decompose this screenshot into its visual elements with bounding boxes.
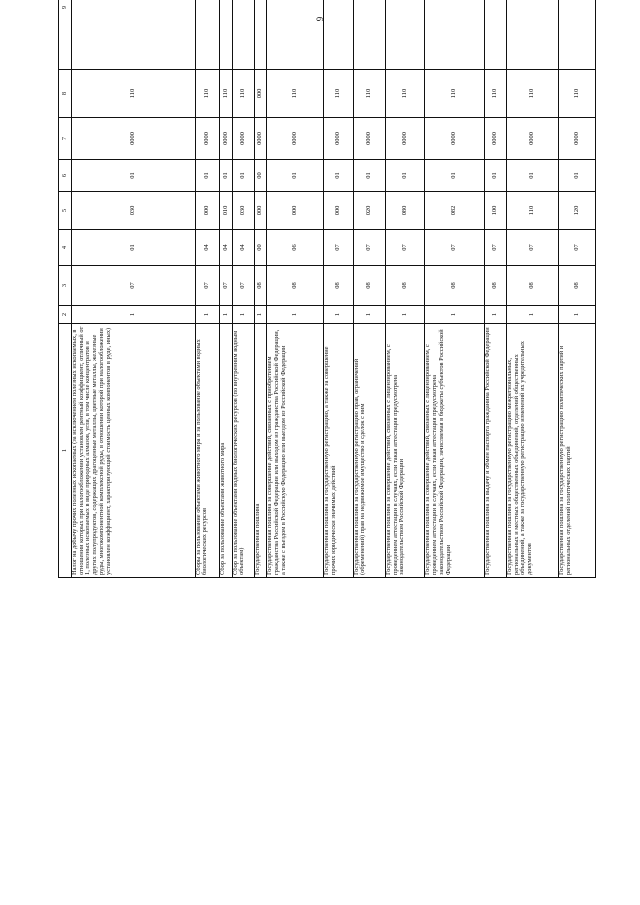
row-value-cell: 08 bbox=[506, 266, 558, 306]
col-header: 8 bbox=[59, 70, 72, 118]
row-value-cell bbox=[72, 0, 196, 70]
row-value-cell: 082 bbox=[425, 192, 484, 230]
row-value-cell: 01 bbox=[72, 160, 196, 192]
row-value-cell: 1 bbox=[254, 306, 266, 324]
row-value-cell bbox=[195, 0, 220, 70]
row-value-cell bbox=[220, 0, 232, 70]
row-name-cell: Сборы за пользование объектами животного мира и за пользование объектами водных биологических ресурсов bbox=[195, 324, 220, 578]
row-value-cell bbox=[353, 0, 385, 70]
row-value-cell: 07 bbox=[195, 266, 220, 306]
row-value-cell: 01 bbox=[267, 160, 324, 192]
row-value-cell: 0000 bbox=[324, 118, 354, 160]
row-value-cell: 0000 bbox=[506, 118, 558, 160]
row-value-cell: 120 bbox=[558, 192, 595, 230]
row-value-cell: 1 bbox=[220, 306, 232, 324]
table-row bbox=[506, 0, 558, 578]
row-value-cell: 1 bbox=[506, 306, 558, 324]
row-value-cell: 07 bbox=[353, 230, 385, 266]
row-value-cell: 000 bbox=[254, 192, 266, 230]
row-value-cell: 110 bbox=[324, 70, 354, 118]
row-value-cell: 080 bbox=[385, 192, 425, 230]
table-row bbox=[72, 0, 196, 578]
row-value-cell: 1 bbox=[72, 306, 196, 324]
row-value-cell: 030 bbox=[232, 192, 254, 230]
col-header: 5 bbox=[59, 192, 72, 230]
row-value-cell: 0000 bbox=[267, 118, 324, 160]
row-value-cell: 1 bbox=[558, 306, 595, 324]
row-value-cell: 1 bbox=[385, 306, 425, 324]
row-value-cell: 07 bbox=[232, 266, 254, 306]
table-row bbox=[254, 0, 266, 578]
col-header: 3 bbox=[59, 266, 72, 306]
table-row bbox=[385, 0, 425, 578]
row-value-cell: 07 bbox=[385, 230, 425, 266]
row-value-cell: 1 bbox=[324, 306, 354, 324]
row-value-cell: 07 bbox=[506, 230, 558, 266]
row-value-cell: 08 bbox=[484, 266, 506, 306]
row-value-cell: 08 bbox=[385, 266, 425, 306]
row-value-cell bbox=[324, 0, 354, 70]
row-value-cell: 1 bbox=[425, 306, 484, 324]
row-value-cell bbox=[558, 0, 595, 70]
row-value-cell: 110 bbox=[232, 70, 254, 118]
header-row bbox=[59, 0, 72, 578]
row-value-cell: 110 bbox=[506, 192, 558, 230]
row-value-cell: 01 bbox=[220, 160, 232, 192]
row-value-cell: 0000 bbox=[558, 118, 595, 160]
row-value-cell: 000 bbox=[267, 192, 324, 230]
row-value-cell: 1 bbox=[232, 306, 254, 324]
row-value-cell: 110 bbox=[353, 70, 385, 118]
row-value-cell: 06 bbox=[267, 230, 324, 266]
row-value-cell: 01 bbox=[506, 160, 558, 192]
row-value-cell: 01 bbox=[558, 160, 595, 192]
revenue-table bbox=[58, 0, 596, 578]
col-header: 9 bbox=[59, 0, 72, 70]
row-name-cell: Налог на добычу прочих полезных ископаемых (за исключением полезных ископаемых, в отношении которых при налогообложении установлен рентный коэффициент, отличный от 1, полезных ископаемых в виде природных алмазов, угля, в том числе концентратов и других полупродуктов, содержащих драгоценные металлы, цветные металлы, железные руды, многокомпонентной комплексной руды, в отношении которой при налогообложении установлен коэффициент, характеризующий стоимость ценных компонентов в руде, иных) bbox=[72, 324, 196, 578]
row-value-cell: 110 bbox=[267, 70, 324, 118]
table-row bbox=[558, 0, 595, 578]
row-name-cell: Государственная пошлина за совершение действий, связанных с лицензированием, с проведением аттестации в случаях, если такая аттестация предусмотрена законодательством Российской Федерации bbox=[385, 324, 425, 578]
row-value-cell: 030 bbox=[72, 192, 196, 230]
row-value-cell: 0000 bbox=[72, 118, 196, 160]
row-value-cell: 01 bbox=[425, 160, 484, 192]
row-value-cell bbox=[385, 0, 425, 70]
table-container bbox=[58, 0, 596, 578]
row-name-cell: Государственная пошлина за совершение действий, связанных с лицензированием, с проведением аттестации в случаях, если такая аттестация предусмотрена законодательством Российской Федерации, зачисляемая в бюджеты субъектов Российской Федерации bbox=[425, 324, 484, 578]
row-value-cell: 08 bbox=[324, 266, 354, 306]
row-value-cell: 07 bbox=[220, 266, 232, 306]
page-number: 9 bbox=[315, 16, 325, 22]
row-value-cell: 01 bbox=[232, 160, 254, 192]
row-value-cell: 110 bbox=[484, 70, 506, 118]
row-value-cell: 000 bbox=[195, 192, 220, 230]
row-value-cell: 01 bbox=[353, 160, 385, 192]
row-value-cell: 100 bbox=[484, 192, 506, 230]
row-value-cell: 08 bbox=[353, 266, 385, 306]
row-value-cell: 07 bbox=[72, 266, 196, 306]
row-value-cell: 0000 bbox=[385, 118, 425, 160]
row-value-cell: 07 bbox=[558, 230, 595, 266]
row-value-cell bbox=[484, 0, 506, 70]
row-value-cell: 08 bbox=[254, 266, 266, 306]
row-name-cell: Государственная пошлина за совершение действий, связанных с приобретением гражданства Российской Федерации или выходом из гражданства Российской Федерации, а также с въездом в Российскую Федерацию или выездом из Российской Федерации bbox=[267, 324, 324, 578]
row-value-cell: 01 bbox=[484, 160, 506, 192]
row-value-cell: 07 bbox=[484, 230, 506, 266]
row-value-cell: 0000 bbox=[484, 118, 506, 160]
row-value-cell: 08 bbox=[558, 266, 595, 306]
row-name-cell: Государственная пошлина за государственную регистрацию межрегиональных, региональных и местных общественных объединений, отделений общественных объединений, а также за государственную регистрацию изменений их учредительных документов bbox=[506, 324, 558, 578]
row-value-cell: 110 bbox=[195, 70, 220, 118]
row-value-cell: 01 bbox=[72, 230, 196, 266]
row-value-cell: 020 bbox=[353, 192, 385, 230]
row-name-cell: Государственная пошлина за государственную регистрацию прав, ограничений (обременений) прав на недвижимое имущество и сделок с ним bbox=[353, 324, 385, 578]
row-value-cell bbox=[506, 0, 558, 70]
row-value-cell: 07 bbox=[425, 230, 484, 266]
row-value-cell: 0000 bbox=[254, 118, 266, 160]
row-name-cell: Государственная пошлина bbox=[254, 324, 266, 578]
row-name-cell: Государственная пошлина за государственную регистрацию, а также за совершение прочих юридически значимых действий bbox=[324, 324, 354, 578]
row-value-cell: 110 bbox=[72, 70, 196, 118]
row-value-cell: 110 bbox=[506, 70, 558, 118]
col-header: 2 bbox=[59, 306, 72, 324]
row-name-cell: Государственная пошлина за государственную регистрацию политических партий и региональных отделений политических партий bbox=[558, 324, 595, 578]
row-value-cell: 08 bbox=[425, 266, 484, 306]
table-row bbox=[324, 0, 354, 578]
row-value-cell bbox=[232, 0, 254, 70]
row-value-cell: 04 bbox=[195, 230, 220, 266]
row-name-cell: Сбор за пользование объектами водных биологических ресурсов (по внутренним водным объектам) bbox=[232, 324, 254, 578]
row-value-cell: 000 bbox=[254, 70, 266, 118]
row-value-cell: 07 bbox=[324, 230, 354, 266]
row-value-cell: 0000 bbox=[425, 118, 484, 160]
row-value-cell: 110 bbox=[385, 70, 425, 118]
row-value-cell: 01 bbox=[195, 160, 220, 192]
row-value-cell: 00 bbox=[254, 160, 266, 192]
row-value-cell: 04 bbox=[232, 230, 254, 266]
row-value-cell: 0000 bbox=[220, 118, 232, 160]
row-value-cell: 1 bbox=[195, 306, 220, 324]
row-value-cell: 01 bbox=[324, 160, 354, 192]
row-value-cell: 1 bbox=[353, 306, 385, 324]
row-value-cell: 04 bbox=[220, 230, 232, 266]
table-row bbox=[195, 0, 220, 578]
col-header: 6 bbox=[59, 160, 72, 192]
row-value-cell: 08 bbox=[267, 266, 324, 306]
row-value-cell: 000 bbox=[324, 192, 354, 230]
col-header: 1 bbox=[59, 324, 72, 578]
row-value-cell: 00 bbox=[254, 230, 266, 266]
row-value-cell: 0000 bbox=[195, 118, 220, 160]
row-name-cell: Государственная пошлина за выдачу и обмен паспорта гражданина Российской Федерации bbox=[484, 324, 506, 578]
col-header: 4 bbox=[59, 230, 72, 266]
row-value-cell: 1 bbox=[267, 306, 324, 324]
row-value-cell: 01 bbox=[385, 160, 425, 192]
row-value-cell bbox=[254, 0, 266, 70]
row-value-cell: 0000 bbox=[232, 118, 254, 160]
row-value-cell: 110 bbox=[425, 70, 484, 118]
row-value-cell bbox=[267, 0, 324, 70]
row-value-cell: 110 bbox=[558, 70, 595, 118]
table-row bbox=[220, 0, 232, 578]
table-row bbox=[425, 0, 484, 578]
table-row bbox=[267, 0, 324, 578]
row-value-cell: 010 bbox=[220, 192, 232, 230]
row-value-cell bbox=[425, 0, 484, 70]
row-value-cell: 0000 bbox=[353, 118, 385, 160]
page-rotated-area bbox=[58, 5, 596, 892]
table-row bbox=[484, 0, 506, 578]
row-value-cell: 1 bbox=[484, 306, 506, 324]
row-name-cell: Сбор за пользование объектами животного мира bbox=[220, 324, 232, 578]
table-row bbox=[232, 0, 254, 578]
table-row bbox=[353, 0, 385, 578]
row-value-cell: 110 bbox=[220, 70, 232, 118]
col-header: 7 bbox=[59, 118, 72, 160]
